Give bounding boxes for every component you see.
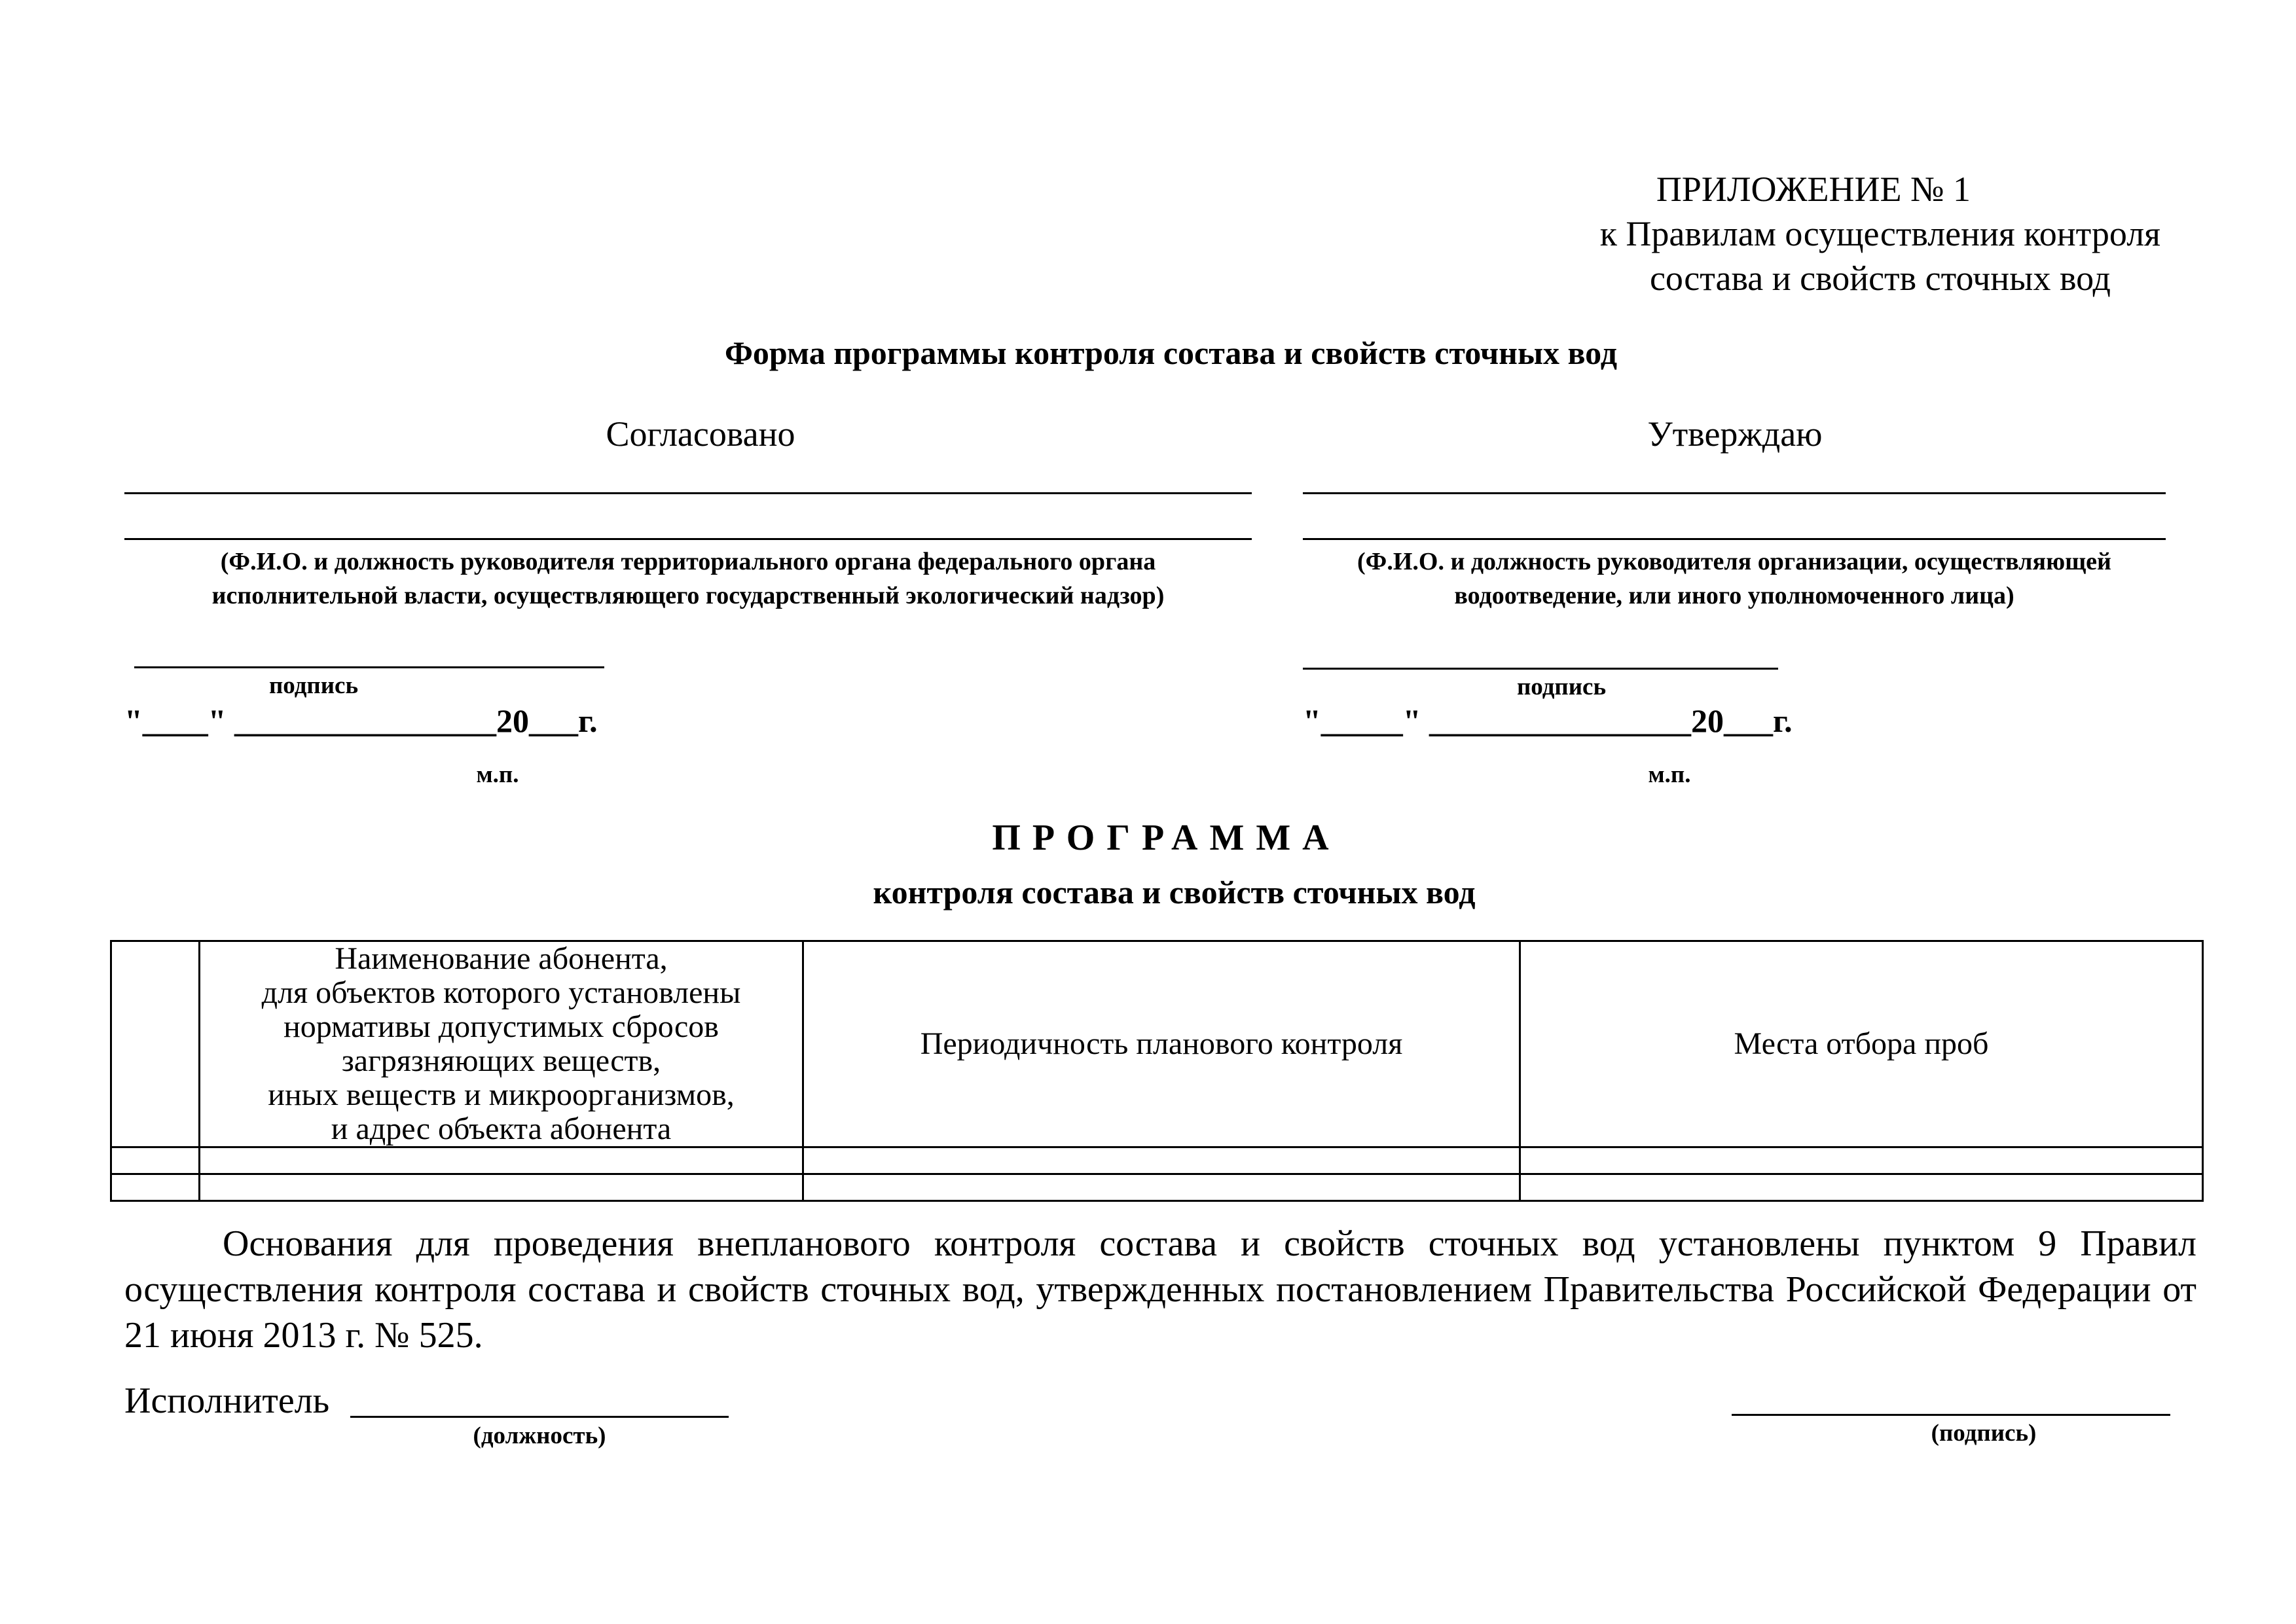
table-row bbox=[111, 1147, 2203, 1174]
executor-label: Исполнитель bbox=[124, 1380, 330, 1421]
header-cell-periodicity: Периодичность планового контроля bbox=[803, 941, 1520, 1147]
appendix-reference-cont: состава и свойств сточных вод bbox=[1649, 259, 2111, 298]
table-cell[interactable] bbox=[200, 1147, 803, 1174]
agreed-signature-line[interactable] bbox=[134, 666, 604, 668]
table-cell[interactable] bbox=[1520, 1147, 2203, 1174]
executor-position-label: (должность) bbox=[473, 1422, 606, 1449]
basis-paragraph: Основания для проведения внепланового контроля состава и свойств сточных вод установлены пунктом 9 Правил осуществления контроля состава и свойств сточных вод, утвержденных постановлением Правительства Российской Федерации от 21 июня 2013 г. № 525. bbox=[124, 1223, 2196, 1356]
appendix-reference: к Правилам осуществления контроля bbox=[1599, 214, 2160, 253]
table-cell[interactable] bbox=[111, 1147, 200, 1174]
table-cell[interactable] bbox=[803, 1147, 1520, 1174]
approved-signature-label: подпись bbox=[1516, 674, 1607, 700]
approved-date-line[interactable]: "_____" ________________20___г. bbox=[1303, 702, 1793, 739]
approved-signature-line[interactable] bbox=[1303, 668, 1778, 670]
header-cell-subscriber: Наименование абонента, для объектов которого установлены нормативы допустимых сбросов загрязняющих веществ, иных веществ и микроорганизмов, и адрес объекта абонента bbox=[200, 941, 803, 1147]
program-subtitle: контроля состава и свойств сточных вод bbox=[873, 874, 1476, 911]
agreed-heading: Согласовано bbox=[606, 414, 795, 454]
agreed-note bbox=[124, 545, 1252, 613]
agreed-note-line-2: исполнительной власти, осуществляющего государственный экологический надзор) bbox=[211, 582, 1165, 609]
approved-note-line-2: водоотведение, или иного уполномоченного лица) bbox=[1454, 582, 2014, 609]
form-title: Форма программы контроля состава и свойств сточных вод bbox=[724, 334, 1617, 371]
executor-signature-line[interactable] bbox=[1732, 1414, 2170, 1416]
agreed-stamp: м.п. bbox=[476, 761, 519, 788]
header-cell-sampling-places: Места отбора проб bbox=[1520, 941, 2203, 1147]
approved-note-line-1: (Ф.И.О. и должность руководителя организации, осуществляющей bbox=[1357, 548, 2111, 575]
table-row bbox=[111, 1174, 2203, 1201]
header-cell-number bbox=[111, 941, 200, 1147]
approved-stamp: м.п. bbox=[1648, 761, 1691, 788]
table-cell[interactable] bbox=[200, 1174, 803, 1201]
program-title: ПРОГРАММА bbox=[992, 818, 1341, 858]
program-table bbox=[110, 940, 2204, 1202]
agreed-signature-label: подпись bbox=[268, 672, 359, 699]
executor-position-line[interactable] bbox=[350, 1416, 729, 1418]
executor-signature-label: (подпись) bbox=[1931, 1420, 2037, 1447]
table-header-row bbox=[111, 941, 2203, 1147]
table-cell[interactable] bbox=[803, 1174, 1520, 1201]
table-cell[interactable] bbox=[1520, 1174, 2203, 1201]
agreed-name-line-2[interactable] bbox=[124, 538, 1252, 540]
approved-name-line-1[interactable] bbox=[1303, 492, 2166, 494]
agreed-date-line[interactable]: "____" ________________20___г. bbox=[124, 702, 598, 739]
approved-name-line-2[interactable] bbox=[1303, 538, 2166, 540]
agreed-note-line-1: (Ф.И.О. и должность руководителя территориального органа федерального органа bbox=[220, 548, 1156, 575]
appendix-number: ПРИЛОЖЕНИЕ № 1 bbox=[1656, 170, 1971, 209]
approved-note bbox=[1303, 545, 2166, 613]
table-cell[interactable] bbox=[111, 1174, 200, 1201]
agreed-name-line-1[interactable] bbox=[124, 492, 1252, 494]
approved-heading: Утверждаю bbox=[1647, 414, 1823, 454]
appendix-header bbox=[1375, 167, 2160, 300]
